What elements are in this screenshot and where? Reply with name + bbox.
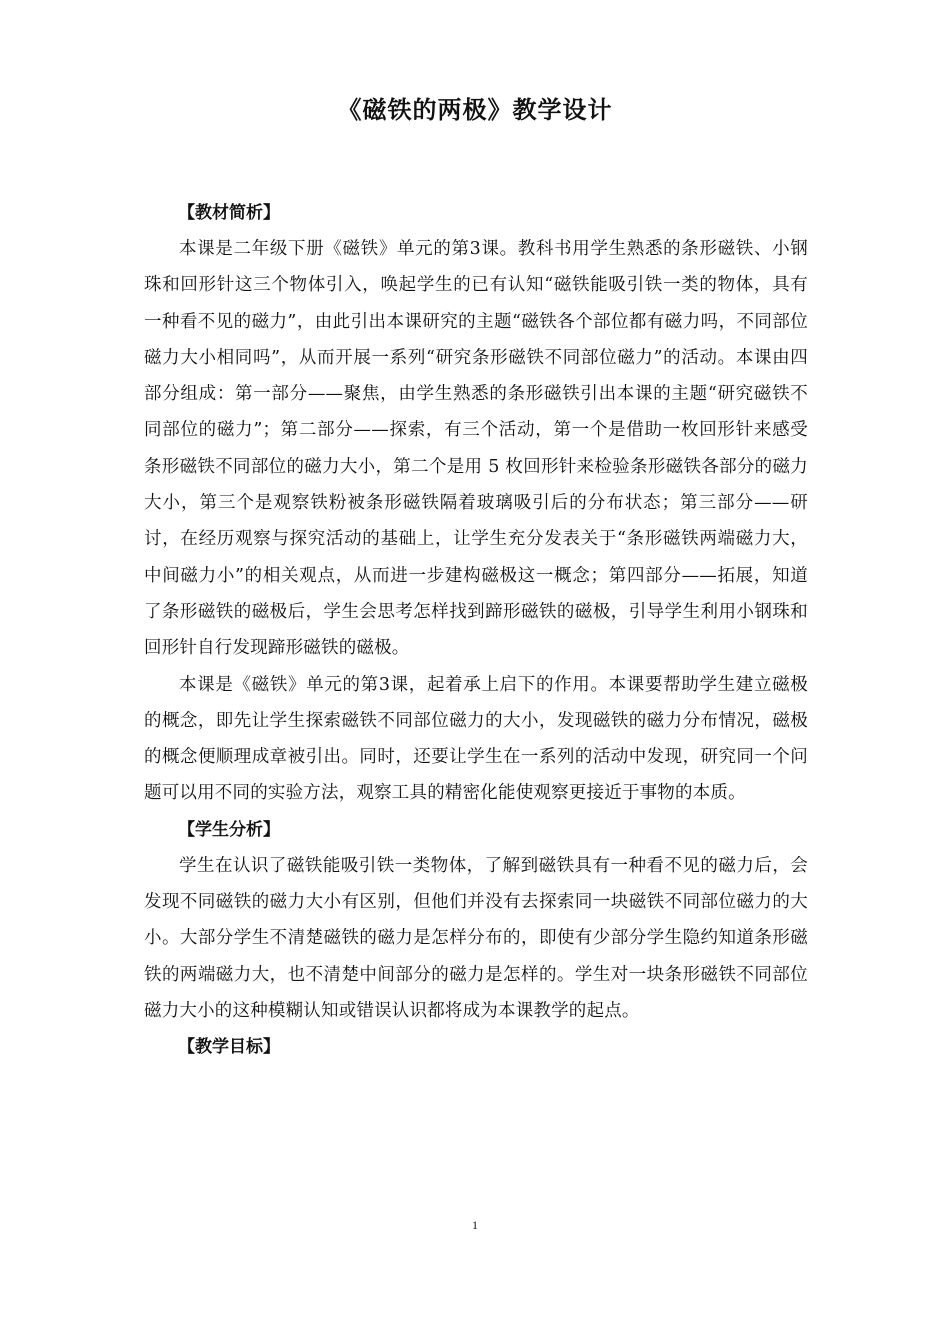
section-heading-teaching-objectives: 【教学目标】	[178, 1037, 280, 1058]
paragraph: 本课是《磁铁》单元的第3课，起着承上启下的作用。本课要帮助学生建立磁极的概念，即先让学生探索磁铁不同部位磁力的大小，发现磁铁的磁力分布情况，磁极的概念便顺理成章被引出。同时，还要让学生在一系列的活动中发现，研究同一个问题可以用不同的实验方法，观察工具的精密化能使观察更接近于事物的本质。	[144, 674, 808, 804]
document-body	[144, 195, 808, 1065]
document-title: 《磁铁的两极》教学设计	[337, 96, 613, 124]
section-heading-student-analysis: 【学生分析】	[178, 819, 280, 840]
page-number: 1	[472, 1218, 478, 1232]
paragraph: 学生在认识了磁铁能吸引铁一类物体，了解到磁铁具有一种看不见的磁力后，会发现不同磁铁的磁力大小有区别，但他们并没有去探索同一块磁铁不同部位磁力的大小。大部分学生不清楚磁铁的磁力是怎样分布的，即使有少部分学生隐约知道条形磁铁的两端磁力大，也不清楚中间部分的磁力是怎样的。学生对一块条形磁铁不同部位磁力大小的这种模糊认知或错误认识都将成为本课教学的起点。	[144, 855, 808, 1021]
section-heading-textbook-analysis: 【教材简析】	[178, 203, 280, 223]
paragraph: 本课是二年级下册《磁铁》单元的第3课。教科书用学生熟悉的条形磁铁、小钢珠和回形针这三个物体引入，唤起学生的已有认知“磁铁能吸引铁一类的物体，具有一种看不见的磁力”，由此引出本课研究的主题“磁铁各个部位都有磁力吗，不同部位磁力大小相同吗”，从而开展一系列“研究条形磁铁不同部位磁力”的活动。本课由四部分组成：第一部分——聚焦，由学生熟悉的条形磁铁引出本课的主题“研究磁铁不同部位的磁力”；第二部分——探索，有三个活动，第一个是借助一枚回形针来感受条形磁铁不同部位的磁力大小，第二个是用 5 枚回形针来检验条形磁铁各部分的磁力大小，第三个是观察铁粉被条形磁铁隔着玻璃吸引后的分布状态；第三部分——研讨，在经历观察与探究活动的基础上，让学生充分发表关于“条形磁铁两端磁力大，中间磁力小”的相关观点，从而进一步建构磁极这一概念；第四部分——拓展，知道了条形磁铁的磁极后，学生会思考怎样找到蹄形磁铁的磁极，引导学生利用小钢珠和回形针自行发现蹄形磁铁的磁极。	[144, 239, 808, 659]
